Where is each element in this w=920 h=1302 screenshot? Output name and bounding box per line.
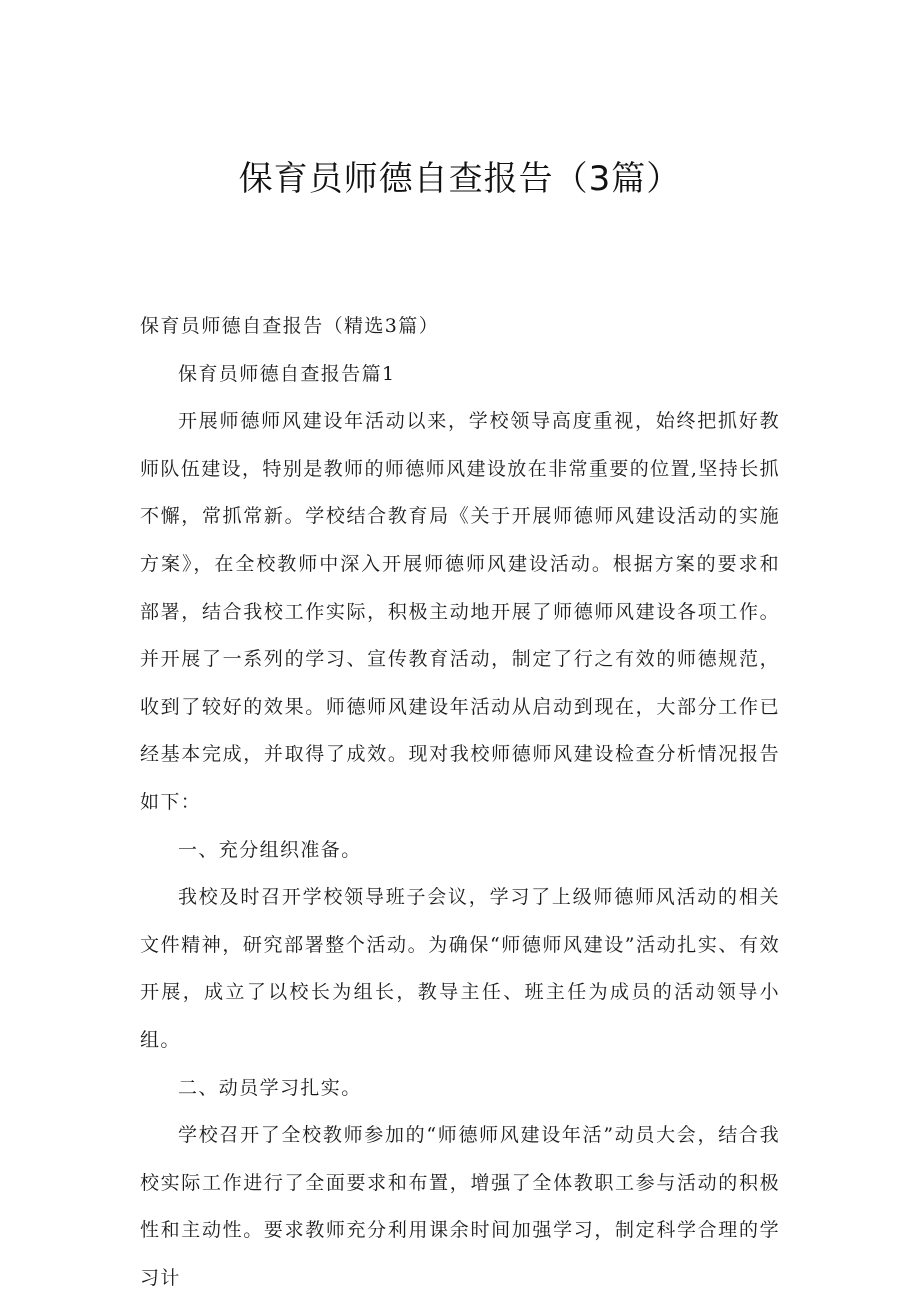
document-body [140,303,780,1302]
paragraph-mobilization: 学校召开了全校教师参加的“师德师风建设年活”动员大会，结合我校实际工作进行了全面要求和布置，增强了全体教职工参与活动的积极性和主动性。要求教师充分利用课余时间加强学习，制定科学合理的学习计 [140,1124,780,1289]
document-subtitle: 保育员师德自查报告（精选3篇） [140,315,440,337]
section-heading: 保育员师德自查报告篇1 [178,362,396,385]
paragraph-organization: 我校及时召开学校领导班子会议，学习了上级师德师风活动的相关文件精神，研究部署整个活动。为确保“师德师风建设”活动扎实、有效开展，成立了以校长为组长，教导主任、班主任为成员的活动领导小组。 [140,886,780,1051]
heading-organization: 一、充分组织准备。 [178,838,362,861]
heading-mobilization: 二、动员学习扎实。 [178,1076,362,1099]
document-title: 保育员师德自查报告（3篇） [238,159,682,199]
paragraph-intro: 开展师德师风建设年活动以来，学校领导高度重视，始终把抓好教师队伍建设，特别是教师的师德师风建设放在非常重要的位置,坚持长抓不懈，常抓常新。学校结合教育局《关于开展师德师风建设活动的实施方案》，在全校教师中深入开展师德师风建设活动。根据方案的要求和部署，结合我校工作实际，积极主动地开展了师德师风建设各项工作。并开展了一系列的学习、宣传教育活动，制定了行之有效的师德规范，收到了较好的效果。师德师风建设年活动从启动到现在，大部分工作已经基本完成，并取得了成效。现对我校师德师风建设检查分析情况报告如下： [140,410,780,813]
